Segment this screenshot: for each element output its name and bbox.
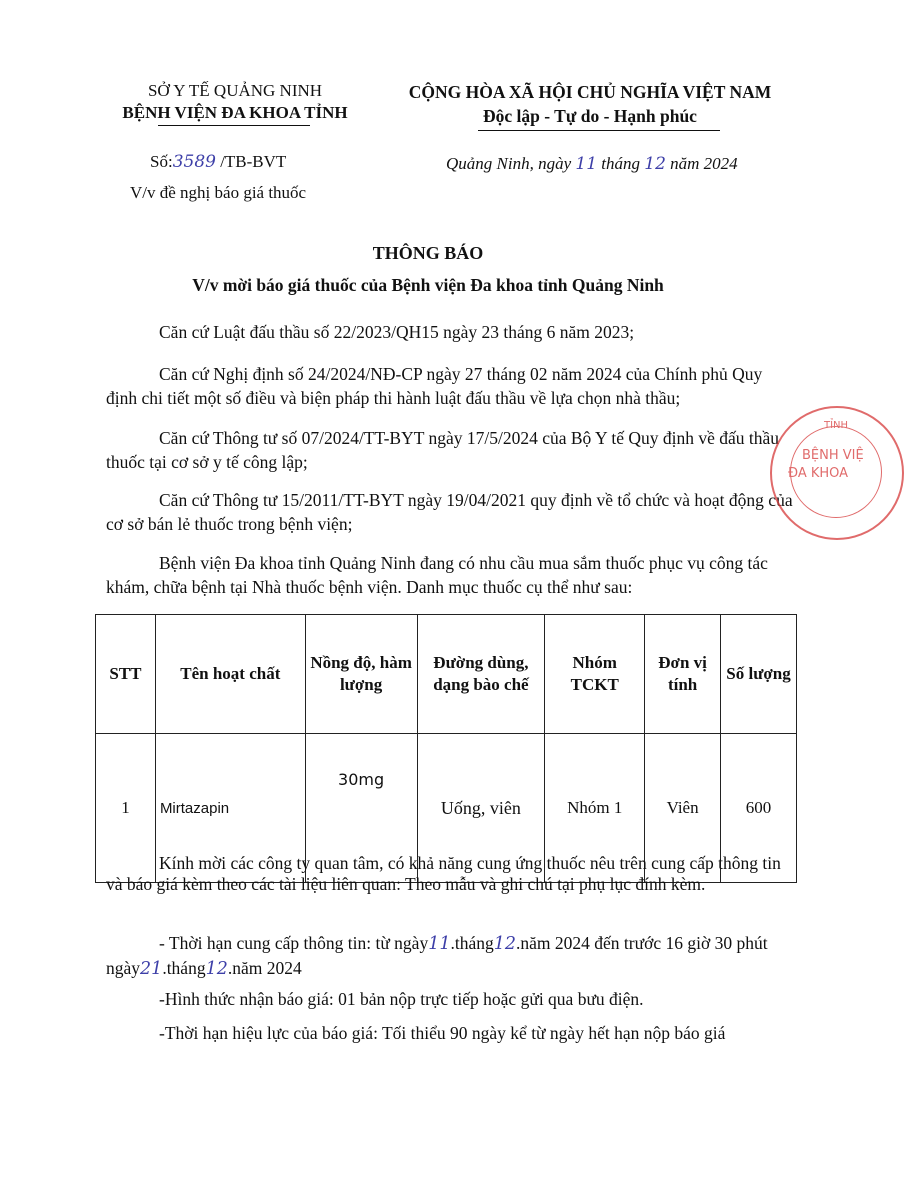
country-name: CỘNG HÒA XÃ HỘI CHỦ NGHĨA VIỆT NAM: [408, 82, 772, 102]
header-stt: STT: [96, 615, 156, 734]
issuer-underline: [158, 125, 310, 126]
document-number: Số:3589 /TB-BVT: [150, 152, 287, 172]
table-header-row: [96, 615, 797, 734]
department-name: SỞ Y TẾ QUẢNG NINH: [147, 81, 323, 100]
national-motto: Độc lập - Tự do - Hạnh phúc: [483, 106, 697, 126]
legal-basis-4: Căn cứ Thông tư 15/2011/TT-BYT ngày 19/04/2021 quy định về tổ chức và hoạt động của cơ sở bán lẻ thuốc trong bệnh viện;: [106, 490, 793, 534]
cell-route-form: Uống, viên: [417, 734, 545, 883]
hospital-name: BỆNH VIỆN ĐA KHOA TỈNH: [122, 103, 348, 122]
legal-basis-2: Căn cứ Nghị định số 24/2024/NĐ-CP ngày 27 tháng 02 năm 2024 của Chính phủ Quy định chi tiết một số điều và biện pháp thi hành luật đấu thầu về lựa chọn nhà thầu;: [106, 364, 763, 408]
seal-text-2: ĐA KHOA: [788, 466, 849, 481]
document-title: THÔNG BÁO: [372, 243, 484, 263]
handwritten-start-month: 12: [493, 934, 517, 954]
quote-validity: -Thời hạn hiệu lực của báo giá: Tối thiểu 90 ngày kể từ ngày hết hạn nộp báo giá: [159, 1023, 726, 1043]
issuer-block: [90, 80, 380, 124]
cell-active-ingredient: Mirtazapin: [155, 734, 305, 883]
cell-technical-group: Nhóm 1: [545, 734, 645, 883]
handwritten-day: 11: [575, 154, 598, 174]
handwritten-end-day: 21: [140, 959, 163, 979]
legal-basis-3: Căn cứ Thông tư số 07/2024/TT-BYT ngày 17/5/2024 của Bộ Y tế Quy định về đấu thầu thuốc tại cơ sở y tế công lập;: [106, 428, 780, 472]
invitation-paragraph: Kính mời các công ty quan tâm, có khả năng cung ứng thuốc nêu trên cung cấp thông tin và báo giá kèm theo các tài liệu liên quan: Theo mẫu và ghi chú tại phụ lục đính kèm.: [106, 853, 781, 894]
submission-method: -Hình thức nhận báo giá: 01 bản nộp trực tiếp hoặc gửi qua bưu điện.: [159, 989, 644, 1009]
seal-top-text: TỈNH: [824, 420, 849, 431]
header-active-ingredient: Tên hoạt chất: [155, 615, 305, 734]
legal-basis-1: Căn cứ Luật đấu thầu số 22/2023/QH15 ngày 23 tháng 6 năm 2023;: [159, 322, 635, 342]
cell-stt: 1: [96, 734, 156, 883]
cell-unit: Viên: [645, 734, 721, 883]
hospital-seal: [770, 406, 904, 540]
seal-text-1: BỆNH VIỆ: [802, 448, 864, 463]
document-subtitle: V/v mời báo giá thuốc của Bệnh viện Đa khoa tỉnh Quảng Ninh: [192, 275, 664, 295]
header-strength: Nồng độ, hàm lượng: [305, 615, 417, 734]
header-unit: Đơn vị tính: [645, 615, 721, 734]
document-subject: V/v đề nghị báo giá thuốc: [130, 183, 307, 202]
handwritten-start-day: 11: [428, 934, 451, 954]
cell-strength: 30mg: [305, 734, 417, 883]
national-motto-block: [390, 80, 790, 128]
motto-underline: [478, 130, 720, 131]
handwritten-number: 3589: [172, 152, 216, 172]
drug-table: [95, 614, 797, 883]
cell-quantity: 600: [721, 734, 797, 883]
header-route-form: Đường dùng, dạng bào chế: [417, 615, 545, 734]
header-technical-group: Nhóm TCKT: [545, 615, 645, 734]
handwritten-month: 12: [644, 154, 666, 174]
header-quantity: Số lượng: [721, 615, 797, 734]
handwritten-end-month: 12: [205, 959, 228, 979]
procurement-need: Bệnh viện Đa khoa tỉnh Quảng Ninh đang có nhu cầu mua sắm thuốc phục vụ công tác khám, chữa bệnh tại Nhà thuốc bệnh viện. Danh mục thuốc cụ thể như sau:: [106, 553, 768, 597]
date-line: Quảng Ninh, ngày 11 tháng 12 năm 2024: [446, 154, 738, 174]
info-deadline: - Thời hạn cung cấp thông tin: từ ngày11.tháng12.năm 2024 đến trước 16 giờ 30 phút ngày21.tháng12.năm 2024: [106, 933, 768, 979]
